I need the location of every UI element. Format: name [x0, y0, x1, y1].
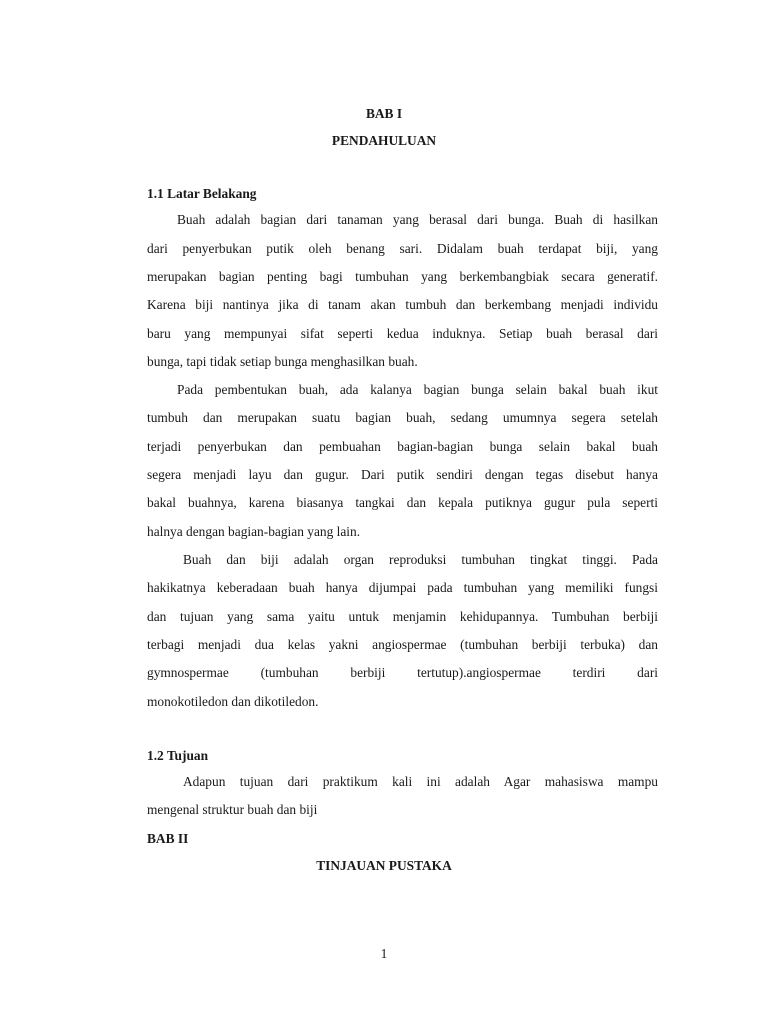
chapter-subtitle: PENDAHULUAN [331, 133, 437, 148]
paragraph-line: dan tujuan yang sama yaitu untuk menjamin kehidupannya. Tumbuhan berbiji [147, 609, 658, 624]
paragraph-line: terbagi menjadi dua kelas yakni angiospermae (tumbuhan berbiji terbuka) dan [147, 637, 658, 652]
paragraph-line: baru yang mempunyai sifat seperti kedua induknya. Setiap buah berasal dari [147, 326, 658, 341]
paragraph-line: merupakan bagian penting bagi tumbuhan yang berkembangbiak secara generatif. [147, 269, 658, 284]
chapter-title: BAB I [365, 106, 403, 121]
paragraph-line: dari penyerbukan putik oleh benang sari. Didalam buah terdapat biji, yang [147, 241, 658, 256]
paragraph-line: Buah dan biji adalah organ reproduksi tumbuhan tingkat tinggi. Pada [183, 552, 658, 567]
paragraph-line: tumbuh dan merupakan suatu bagian buah, sedang umumnya segera setelah [147, 410, 658, 425]
paragraph-line: segera menjadi layu dan gugur. Dari putik sendiri dengan tegas disebut hanya [147, 467, 658, 482]
paragraph-line: Buah adalah bagian dari tanaman yang berasal dari bunga. Buah di hasilkan [177, 212, 658, 227]
paragraph-line: Karena biji nantinya jika di tanam akan tumbuh dan berkembang menjadi individu [147, 297, 658, 312]
paragraph-line: Adapun tujuan dari praktikum kali ini adalah Agar mahasiswa mampu [183, 774, 658, 789]
section-heading: 1.2 Tujuan [147, 748, 209, 763]
page-number: 1 [380, 946, 388, 961]
paragraph-line: hakikatnya keberadaan buah hanya dijumpai pada tumbuhan yang memiliki fungsi [147, 580, 658, 595]
paragraph-line: mengenal struktur buah dan biji [147, 802, 318, 817]
paragraph-line: Pada pembentukan buah, ada kalanya bagian bunga selain bakal buah ikut [177, 382, 658, 397]
chapter-title: BAB II [147, 831, 189, 846]
section-heading: 1.1 Latar Belakang [147, 186, 257, 201]
paragraph-line: monokotiledon dan dikotiledon. [147, 694, 319, 709]
paragraph-line: halnya dengan bagian-bagian yang lain. [147, 524, 361, 539]
paragraph-line: bunga, tapi tidak setiap bunga menghasilkan buah. [147, 354, 418, 369]
paragraph-line: bakal buahnya, karena biasanya tangkai dan kepala putiknya gugur pula seperti [147, 495, 658, 510]
paragraph-line: terjadi penyerbukan dan pembuahan bagian-bagian bunga selain bakal buah [147, 439, 658, 454]
chapter-subtitle: TINJAUAN PUSTAKA [316, 858, 452, 873]
paragraph-line: gymnospermae (tumbuhan berbiji tertutup).angiospermae terdiri dari [147, 665, 658, 680]
